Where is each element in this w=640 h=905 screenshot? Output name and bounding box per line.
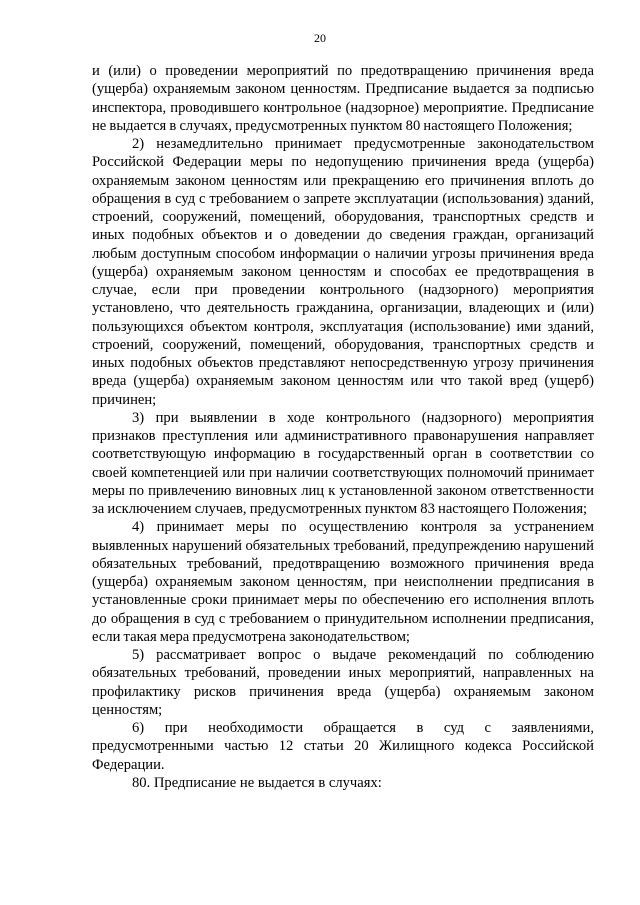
page-number: 20: [314, 31, 326, 45]
paragraph-item-4: 4) принимает меры по осуществлению контроля за устранением выявленных нарушений обязательных требований, предупреждению нарушений обязательных требований, предотвращению возможного причинения вреда (ущерба) охраняемым законом ценностям, при неисполнении предписания в установленные сроки принимает меры по обеспечению его исполнения вплоть до обращения в суд с требованием о принудительном исполнении предписания, если такая мера предусмотрена законодательством;: [92, 519, 594, 645]
paragraph-item-6: 6) при необходимости обращается в суд с заявлениями, предусмотренными частью 12 статьи 20 Жилищного кодекса Российской Федерации.: [92, 720, 594, 773]
paragraph-item-3: 3) при выявлении в ходе контрольного (надзорного) мероприятия признаков преступления или административного правонарушения направляет соответствующую информацию в государственный орган в соответствии со своей компетенцией или при наличии соответствующих полномочий принимает меры по привлечению виновных лиц к установленной законом ответственности за исключением случаев, предусмотренных пунктом 83 настоящего Положения;: [92, 409, 594, 517]
paragraph-clause-80: 80. Предписание не выдается в случаях:: [132, 774, 382, 791]
paragraph-item-5: 5) рассматривает вопрос о выдаче рекомендаций по соблюдению обязательных требований, проведении иных мероприятий, направленных на профилактику рисков причинения вреда (ущерба) охраняемым законом ценностям;: [92, 647, 594, 718]
paragraph-continuation: и (или) о проведении мероприятий по предотвращению причинения вреда (ущерба) охраняемым законом ценностям. Предписание выдается за подписью инспектора, проводившего контрольное (надзорное) мероприятие. Предписание не выдается в случаях, предусмотренных пунктом 80 настоящего Положения;: [92, 63, 594, 134]
document-body: [92, 62, 594, 792]
paragraph-item-2: 2) незамедлительно принимает предусмотренные законодательством Российской Федерации меры по недопущению причинения вреда (ущерба) охраняемым законом ценностям или прекращению его причинения вплоть до обращения в суд с требованием о запрете эксплуатации (использования) зданий, строений, сооружений, помещений, оборудования, транспортных средств и иных подобных объектов и о доведении до сведения граждан, организаций любым доступным способом информации о наличии угрозы причинения вреда (ущерба) охраняемым законом ценностям и способах ее предотвращения в случае, если при проведении контрольного (надзорного) мероприятия установлено, что деятельность гражданина, организации, владеющих и (или) пользующихся объектом контроля, эксплуатация (использование) ими зданий, строений, сооружений, помещений, оборудования, транспортных средств и иных подобных объектов представляют непосредственную угрозу причинения вреда (ущерба) охраняемым законом ценностям или что такой вред (ущерб) причинен;: [92, 136, 594, 408]
